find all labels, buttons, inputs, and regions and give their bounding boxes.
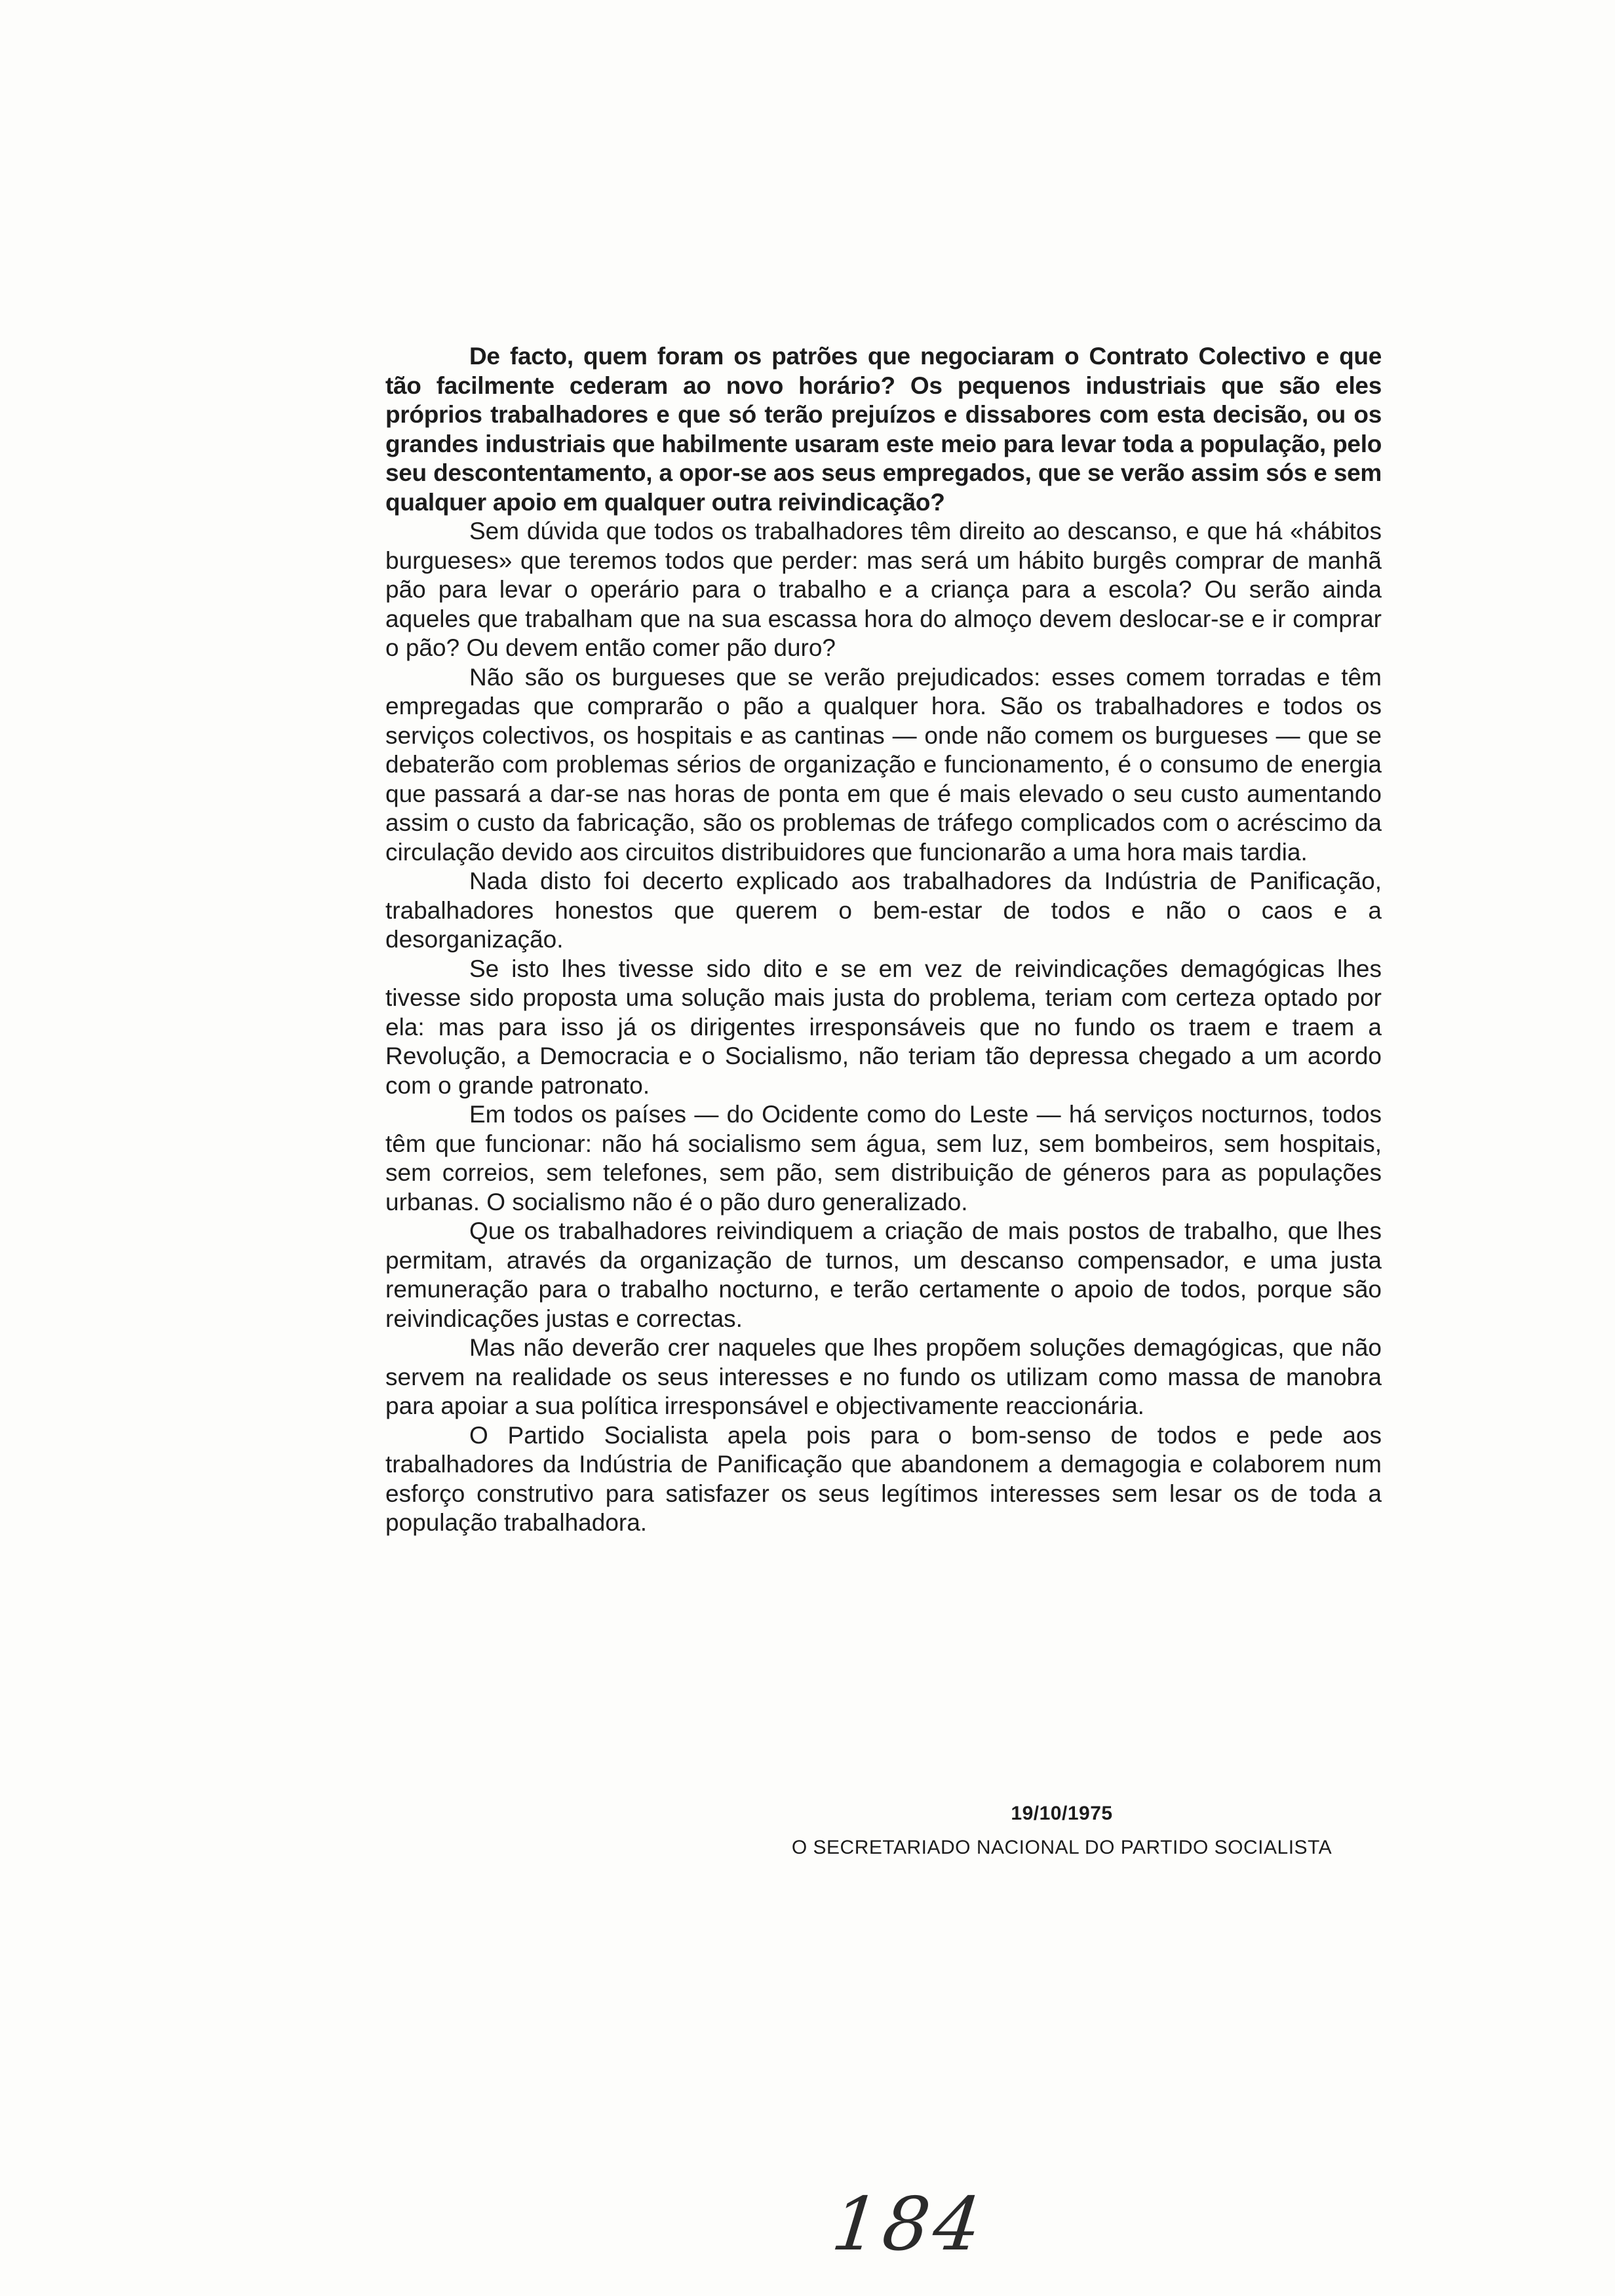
paragraph-4: Nada disto foi decerto explicado aos trabalhadores da Indústria de Panificação, trabalhadores honestos que querem o bem-estar de todos e não o caos e a desorganização. [385, 868, 1382, 953]
handwritten-page-number: 184 [828, 2182, 989, 2267]
paragraph-9: O Partido Socialista apela pois para o bom-senso de todos e pede aos trabalhadores da Indústria de Panificação que abandonem a demagogia e colaborem num esforço construtivo para satisfazer os seus legítimos interesses sem lesar os de toda a população trabalhadora. [385, 1421, 1382, 1536]
signature-block [708, 1797, 1416, 1865]
paragraph-6: Em todos os países — do Ocidente como do Leste — há serviços nocturnos, todos têm que funcionar: não há socialismo sem água, sem luz, sem bombeiros, sem hospitais, sem correios, sem telefones, sem pão, sem distribuição de géneros para as populações urbanas. O socialismo não é o pão duro generalizado. [385, 1101, 1382, 1215]
paragraph-2: Sem dúvida que todos os trabalhadores têm direito ao descanso, e que há «hábitos burgueses» que teremos todos que perder: mas será um hábito burgês comprar de manhã pão para levar o operário para o trabalho e a criança para a escola? Ou serão ainda aqueles que trabalham que na sua escassa hora do almoço devem deslocar-se e ir comprar o pão? Ou devem então comer pão duro? [385, 518, 1382, 661]
paragraph-7: Que os trabalhadores reivindiquem a criação de mais postos de trabalho, que lhes permitam, através da organização de turnos, um descanso compensador, e uma justa remuneração para o trabalho nocturno, e terão certamente o apoio de todos, porque são reivindicações justas e correctas. [385, 1217, 1382, 1332]
paragraph-8: Mas não deverão crer naqueles que lhes propõem soluções demagógicas, que não servem na realidade os seus interesses e no fundo os utilizam como massa de manobra para apoiar a sua política irresponsável e objectivamente reaccionária. [385, 1334, 1382, 1419]
document-body [385, 342, 1382, 1538]
paragraph-1: De facto, quem foram os patrões que negociaram o Contrato Colectivo e que tão facilmente cederam ao novo horário? Os pequenos industriais que são eles próprios trabalhadores e que só terão prejuízos e dissabores com esta decisão, ou os grandes industriais que habilmente usaram este meio para levar toda a população, pelo seu descontentamento, a opor-se aos seus empregados, que se verão assim sós e sem qualquer apoio em qualquer outra reivindicação? [385, 343, 1382, 516]
signature-date: 19/10/1975 [1011, 1803, 1113, 1824]
paragraph-3: Não são os burgueses que se verão prejudicados: esses comem torradas e têm empregadas que comprarão o pão a qualquer hora. São os trabalhadores e todos os serviços colectivos, os hospitais e as cantinas — onde não comem os burgueses — que se debaterão com problemas sérios de organização e funcionamento, é o consumo de energia que passará a dar-se nas horas de ponta em que é mais elevado o seu custo aumentando assim o custo da fabricação, são os problemas de tráfego complicados com o acréscimo da circulação devido aos circuitos distribuidores que funcionarão a uma hora mais tardia. [385, 663, 1382, 866]
paragraph-5: Se isto lhes tivesse sido dito e se em vez de reivindicações demagógicas lhes tivesse sido proposta uma solução mais justa do problema, teriam com certeza optado por ela: mas para isso já os dirigentes irresponsáveis que no fundo os traem e traem a Revolução, a Democracia e o Socialismo, não teriam tão depressa chegado a um acordo com o grande patronato. [385, 955, 1382, 1099]
signature-author: O SECRETARIADO NACIONAL DO PARTIDO SOCIALISTA [791, 1837, 1333, 1858]
